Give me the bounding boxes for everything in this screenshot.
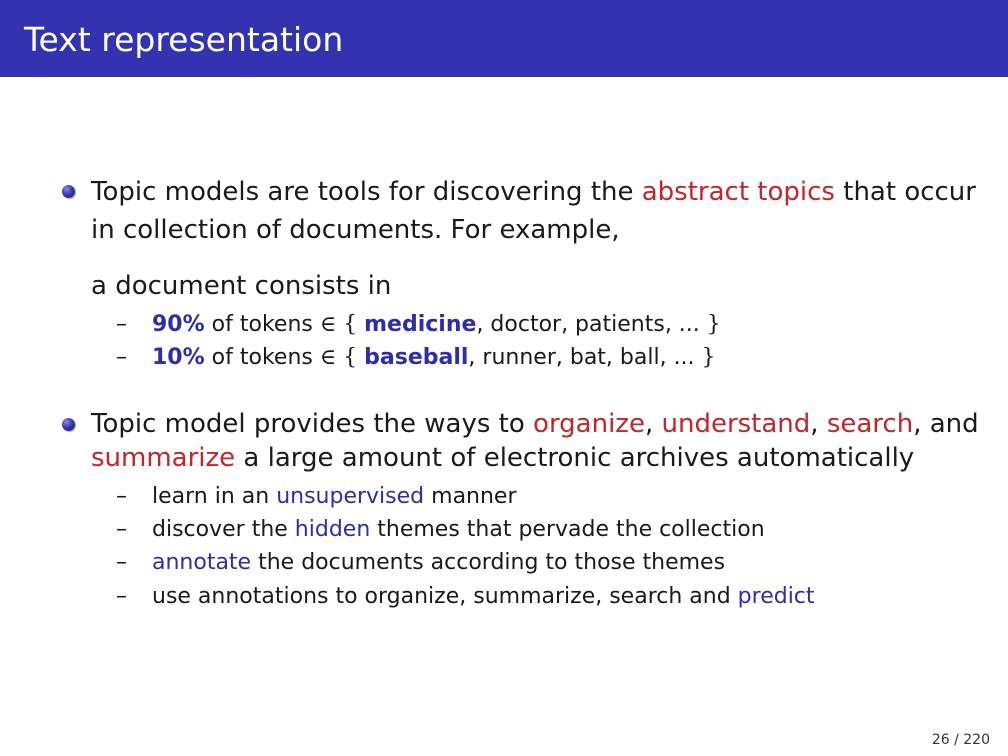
text: a large amount of electronic archives automatically — [235, 443, 915, 473]
highlight-hidden: hidden — [294, 517, 371, 542]
highlight-organize: organize — [533, 409, 645, 439]
dash-icon: – — [116, 312, 127, 337]
highlight-summarize: summarize — [91, 443, 236, 473]
text: manner — [424, 484, 517, 509]
title-bar — [0, 0, 1008, 77]
percent: 10% — [152, 345, 205, 370]
bullet1-line1 — [91, 175, 976, 209]
text: that occur — [834, 177, 976, 207]
highlight-abstract-topics: abstract topics — [641, 177, 835, 207]
list-item — [152, 482, 517, 512]
text: learn in an — [152, 484, 277, 509]
text: , — [810, 409, 827, 439]
text: , — [644, 409, 662, 439]
text: Topic models are tools for discovering the — [91, 177, 642, 207]
highlight-unsupervised: unsupervised — [276, 484, 425, 509]
document-line: a document consists in — [91, 271, 392, 301]
text: use annotations to organize, summarize, search and — [152, 584, 738, 609]
open-brace: { — [336, 312, 365, 337]
page-current: 26 — [931, 732, 950, 748]
list-item — [152, 582, 815, 612]
open-brace: { — [336, 345, 365, 370]
text: Topic model provides the ways to — [91, 409, 534, 439]
element-of-symbol: ∈ — [319, 345, 337, 370]
dash-icon: – — [116, 345, 127, 370]
close-brace: } — [706, 312, 721, 337]
list-item — [152, 515, 765, 545]
bullet2-line2 — [91, 441, 914, 475]
text: , runner, bat, ball, ... — [468, 345, 702, 370]
dash-icon: – — [116, 517, 127, 542]
list-item — [152, 310, 721, 340]
dash-icon: – — [116, 484, 127, 509]
percent: 90% — [152, 312, 205, 337]
highlight-understand: understand — [661, 409, 811, 439]
element-of-symbol: ∈ — [319, 312, 337, 337]
keyword: baseball — [364, 345, 469, 370]
bullet1-line2: in collection of documents. For example, — [91, 215, 620, 245]
page-number — [932, 732, 990, 748]
text: , and — [913, 409, 979, 439]
bullet-icon — [62, 418, 75, 431]
highlight-predict: predict — [737, 584, 815, 609]
list-item — [152, 343, 716, 373]
text: , doctor, patients, ... — [476, 312, 707, 337]
page-separator: / — [949, 732, 964, 748]
text: the documents according to those themes — [251, 550, 726, 575]
text: of tokens — [204, 312, 320, 337]
keyword: medicine — [364, 312, 477, 337]
text: of tokens — [204, 345, 320, 370]
highlight-search: search — [826, 409, 914, 439]
page-total: 220 — [963, 732, 990, 748]
dash-icon: – — [116, 584, 127, 609]
list-item — [152, 548, 725, 578]
bullet2-line1 — [91, 407, 979, 441]
close-brace: } — [701, 345, 716, 370]
dash-icon: – — [116, 550, 127, 575]
text: themes that pervade the collection — [370, 517, 765, 542]
bullet-icon — [62, 185, 75, 198]
highlight-annotate: annotate — [152, 550, 252, 575]
text: discover the — [152, 517, 295, 542]
slide-title: Text representation — [24, 20, 344, 59]
